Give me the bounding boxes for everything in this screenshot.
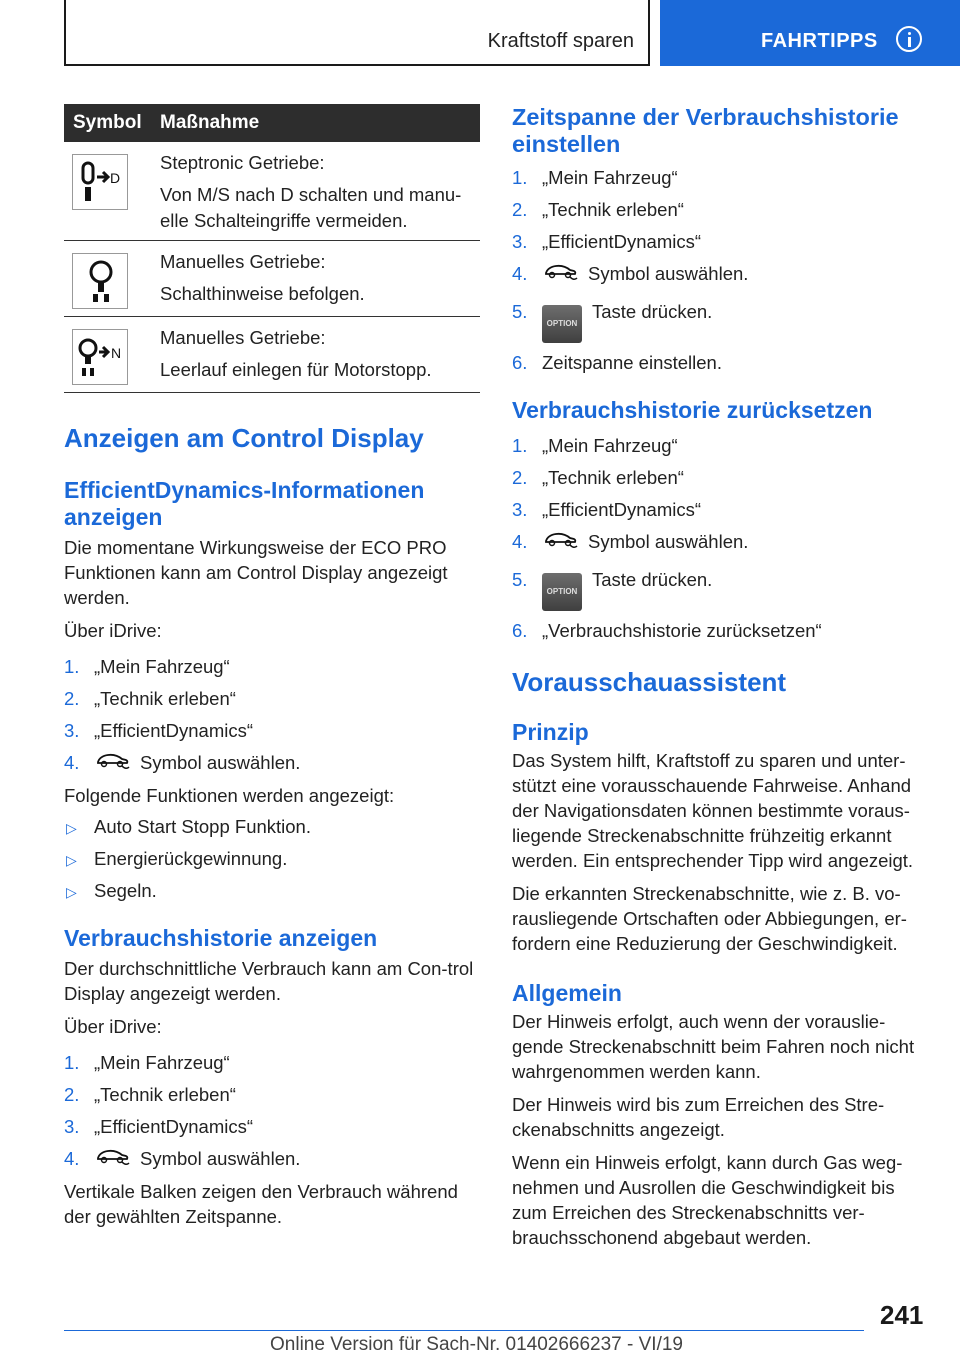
header-section-box xyxy=(660,0,960,66)
heading-prinzip: Prinzip xyxy=(512,719,589,745)
list-item: 5. OPTIONTaste drücken. xyxy=(512,300,930,343)
list-item: 2. „Technik erleben“ xyxy=(512,199,684,220)
list-item: 2. „Technik erleben“ xyxy=(64,687,236,709)
step-list xyxy=(512,434,930,643)
list-item: 1. „Mein Fahrzeug“ xyxy=(512,167,678,188)
steptronic-shift-to-d-icon xyxy=(72,154,128,210)
table-cell-line: Steptronic Getriebe: xyxy=(160,152,325,173)
manual-neutral-icon xyxy=(72,329,128,385)
list-item: 2. „Technik erleben“ xyxy=(64,1083,236,1105)
table-row xyxy=(64,240,480,316)
list-item: 1. „Mein Fahrzeug“ xyxy=(64,655,230,677)
list-item: 1. „Mein Fahrzeug“ xyxy=(512,435,678,456)
heading-zeitspanne: Zeitspanne der Verbrauchshistorie einstellen xyxy=(512,104,899,157)
paragraph: Die momentane Wirkungsweise der ECO PRO Funktionen kann am Control Display angezeigt werden. xyxy=(64,536,448,608)
section-title: FAHRTIPPS xyxy=(761,30,878,52)
triangle-bullet-icon: ▷ xyxy=(66,819,77,836)
list-item: 4. Symbol auswählen. xyxy=(512,531,749,552)
paragraph: Über iDrive: xyxy=(64,619,162,641)
paragraph: Der Hinweis erfolgt, auch wenn der vorauslie-gende Streckenabschnitt beim Fahren noch nicht wahrgenommen werden kann. xyxy=(512,1011,915,1082)
svg-text:D: D xyxy=(110,170,121,186)
car-eco-icon xyxy=(94,1147,130,1167)
paragraph: Über iDrive: xyxy=(64,1015,162,1037)
table-cell-line: Manuelles Getriebe: xyxy=(160,250,326,272)
page-number: 241 xyxy=(880,1300,924,1330)
car-eco-icon xyxy=(542,262,578,282)
car-eco-icon xyxy=(94,751,130,771)
list-item: 1. „Mein Fahrzeug“ xyxy=(64,1051,230,1073)
list-item: 3. „EfficientDynamics“ xyxy=(64,719,254,741)
svg-text:N: N xyxy=(111,344,122,361)
header-title-box xyxy=(64,0,650,66)
car-eco-icon xyxy=(542,530,578,550)
paragraph: Die erkannten Streckenabschnitte, wie z. B. vo-rausliegende Ortschaften oder Abbiegungen, er-fordern eine Reduzierung der Geschwindigkeit. xyxy=(512,883,907,954)
list-item: 2. „Technik erleben“ xyxy=(512,467,684,488)
list-item: ▷ Auto Start Stopp Funktion. xyxy=(64,815,480,839)
heading-zuruecksetzen: Verbrauchshistorie zurücksetzen xyxy=(512,397,873,423)
footer-text: Online Version für Sach-Nr. 01402666237 - VI/19 xyxy=(270,1334,683,1355)
footer-divider xyxy=(64,1330,864,1331)
info-icon xyxy=(896,26,922,52)
left-column xyxy=(64,104,480,1229)
paragraph: Wenn ein Hinweis erfolgt, kann durch Gas weg-nehmen und Ausrollen die Geschwindigkeit bis zum Erreichen des Streckenabschnitts ver-brauchsschonend abgebaut werden. xyxy=(512,1152,903,1248)
manual-shift-hint-icon xyxy=(72,253,128,309)
table-cell-line: Leerlauf einlegen für Motorstopp. xyxy=(160,358,432,380)
heading-verbrauchshistorie: Verbrauchshistorie anzeigen xyxy=(64,924,378,951)
step-list xyxy=(64,655,480,775)
step-list xyxy=(64,1051,480,1171)
list-item: ▷ Energierückgewinnung. xyxy=(64,847,480,871)
list-item: ▷ Segeln. xyxy=(64,879,480,903)
heading-allgemein: Allgemein xyxy=(512,980,622,1006)
step-list xyxy=(512,166,930,375)
symbol-table xyxy=(64,104,480,393)
table-cell-line: Von M/S nach D schalten und manu-elle Schalteingriffe vermeiden. xyxy=(160,184,462,231)
list-item: 3. „EfficientDynamics“ xyxy=(64,1115,254,1137)
list-item: 4. Symbol auswählen. xyxy=(64,1147,301,1169)
table-cell-line: Schalthinweise befolgen. xyxy=(160,282,365,304)
bullet-list xyxy=(64,815,480,903)
list-item: 6. „Verbrauchshistorie zurücksetzen“ xyxy=(512,620,822,641)
list-item: 4. Symbol auswählen. xyxy=(512,263,749,284)
paragraph: Folgende Funktionen werden angezeigt: xyxy=(64,784,395,806)
table-row xyxy=(64,142,480,240)
chapter-title: Kraftstoff sparen xyxy=(487,30,634,52)
heading-efficientdynamics: EfficientDynamics-Informationen anzeigen xyxy=(64,476,425,530)
list-item: 5. OPTIONTaste drücken. xyxy=(512,568,930,611)
triangle-bullet-icon: ▷ xyxy=(66,883,77,900)
option-button-icon: OPTION xyxy=(542,573,582,611)
table-header-action: Maßnahme xyxy=(160,104,480,142)
list-item: 3. „EfficientDynamics“ xyxy=(512,499,702,520)
table-header-symbol: Symbol xyxy=(64,104,160,142)
table-cell-line: Manuelles Getriebe: xyxy=(160,326,326,348)
table-row xyxy=(64,316,480,392)
paragraph: Der Hinweis wird bis zum Erreichen des Stre-ckenabschnitts angezeigt. xyxy=(512,1094,885,1140)
triangle-bullet-icon: ▷ xyxy=(66,851,77,868)
heading-control-display: Anzeigen am Control Display xyxy=(64,422,424,453)
paragraph: Der durchschnittliche Verbrauch kann am Con-trol Display angezeigt werden. xyxy=(64,957,474,1004)
option-button-icon: OPTION xyxy=(542,305,582,343)
paragraph: Das System hilft, Kraftstoff zu sparen und unter-stützt eine vorausschauende Fahrweise. Anhand der Navigationsdaten können bestimmte voraus-liegende Streckenabschnitte frühzeitig erkannt werden. Ein entsprechender Tipp wird angezeigt. xyxy=(512,750,914,871)
heading-vorausschauassistent: Vorausschauassistent xyxy=(512,667,787,697)
paragraph: Vertikale Balken zeigen den Verbrauch während der gewählten Zeitspanne. xyxy=(64,1180,458,1227)
list-item: 6. Zeitspanne einstellen. xyxy=(512,352,722,373)
list-item: 4. Symbol auswählen. xyxy=(64,751,301,773)
right-column xyxy=(512,104,930,1250)
list-item: 3. „EfficientDynamics“ xyxy=(512,231,702,252)
